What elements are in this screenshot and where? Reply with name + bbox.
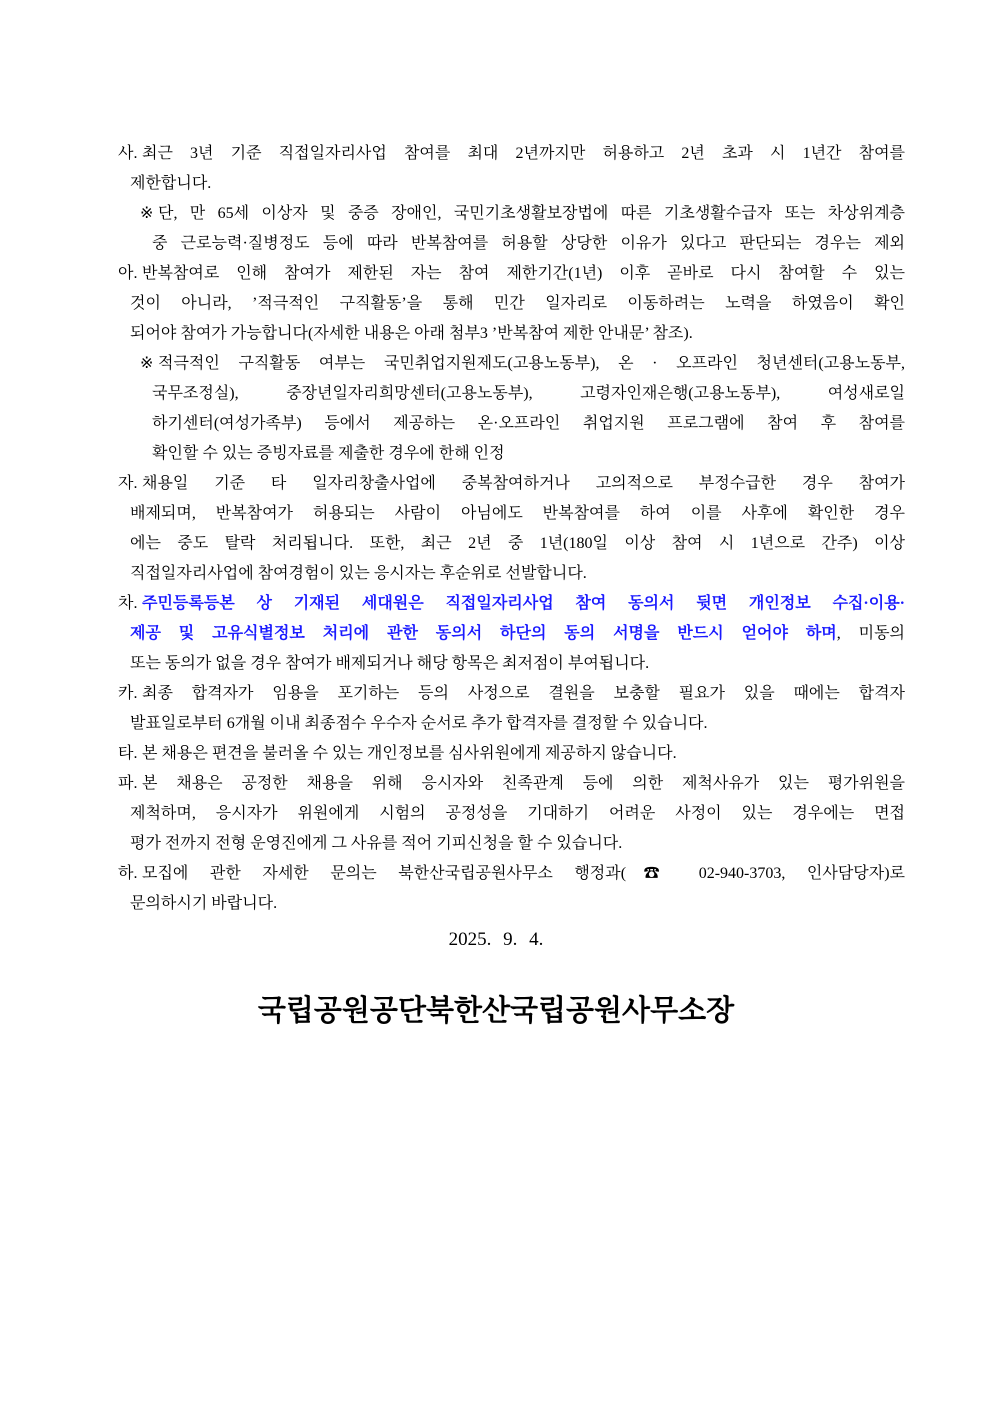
- item-marker: 타.: [118, 745, 138, 762]
- body-text: 적극적인 구직활동 여부는 국민취업지원제도(고용노동부), 온 · 오프라인 청년센터(고용노동부,: [158, 355, 905, 372]
- text-line: [0, 679, 905, 709]
- item-marker: 사.: [118, 145, 138, 162]
- body-text: 반복참여로 인해 참여가 제한된 자는 참여 제한기간(1년) 이후 곧바로 다시 참여할 수 있는: [142, 265, 905, 282]
- emphasized-text: 주민등록등본 상 기재된 세대원은 직접일자리사업 참여 동의서 뒷면 개인정보 수집·이용·: [142, 595, 905, 612]
- body-text: 또는 동의가 없을 경우 참여가 배제되거나 해당 항목은 최저점이 부여됩니다.: [130, 655, 650, 672]
- text-line: [0, 439, 905, 469]
- note-marker: ※: [140, 205, 154, 222]
- text-line: [0, 259, 905, 289]
- body-text: 최종 합격자가 임용을 포기하는 등의 사정으로 결원을 보충할 필요가 있을 때에는 합격자: [142, 685, 905, 702]
- text-line: [0, 769, 905, 799]
- text-line: [0, 229, 905, 259]
- body-text: 제척하며, 응시자가 위원에게 시험의 공정성을 기대하기 어려운 사정이 있는 경우에는 면접: [130, 805, 905, 822]
- text-line: [0, 709, 905, 739]
- body-text: 하기센터(여성가족부) 등에서 제공하는 온·오프라인 취업지원 프로그램에 참여 후 참여를: [152, 415, 905, 432]
- text-line: [0, 739, 905, 769]
- text-line: [0, 319, 905, 349]
- text-line: [0, 289, 905, 319]
- text-line: [0, 589, 905, 619]
- item-marker: 자.: [118, 475, 138, 492]
- text-line: [0, 169, 905, 199]
- body-text: 단, 만 65세 이상자 및 중증 장애인, 국민기초생활보장법에 따른 기초생활수급자 또는 차상위계층: [158, 205, 905, 222]
- body-text: 모집에 관한 자세한 문의는 북한산국립공원사무소 행정과(☎ 02-940-3703, 인사담당자)로: [142, 865, 905, 882]
- text-line: [0, 529, 905, 559]
- text-line: [0, 349, 905, 379]
- body-text: 되어야 참여가 가능합니다(자세한 내용은 아래 첨부3 ’반복참여 제한 안내문’ 참조).: [130, 325, 693, 342]
- text-line: [0, 469, 905, 499]
- body-text: 에는 중도 탈락 처리됩니다. 또한, 최근 2년 중 1년(180일 이상 참여 시 1년으로 간주) 이상: [130, 535, 905, 552]
- text-line: [0, 139, 905, 169]
- text-line: [0, 199, 905, 229]
- text-line: [0, 559, 905, 589]
- item-marker: 파.: [118, 775, 138, 792]
- text-line: [0, 499, 905, 529]
- body-text: 것이 아니라, ’적극적인 구직활동’을 통해 민간 일자리로 이동하려는 노력을 하였음이 확인: [130, 295, 905, 312]
- text-line: [0, 409, 905, 439]
- document-date: 2025. 9. 4.: [448, 929, 544, 950]
- body-text: 직접일자리사업에 참여경험이 있는 응시자는 후순위로 선발합니다.: [130, 565, 587, 582]
- signature-title: 국립공원공단북한산국립공원사무소장: [257, 995, 735, 1027]
- body-text: 발표일로부터 6개월 이내 최종점수 우수자 순서로 추가 합격자를 결정할 수 있습니다.: [130, 715, 708, 732]
- body-text: 본 채용은 공정한 채용을 위해 응시자와 친족관계 등에 의한 제척사유가 있는 평가위원을: [142, 775, 905, 792]
- note-marker: ※: [140, 355, 154, 372]
- body-text: 확인할 수 있는 증빙자료를 제출한 경우에 한해 인정: [152, 445, 505, 462]
- item-marker: 하.: [118, 865, 138, 882]
- body-text: , 미동의: [836, 625, 905, 642]
- text-line: [0, 379, 905, 409]
- body-text: 채용일 기준 타 일자리창출사업에 중복참여하거나 고의적으로 부정수급한 경우 참여가: [142, 475, 905, 492]
- body-text: 최근 3년 기준 직접일자리사업 참여를 최대 2년까지만 허용하고 2년 초과 시 1년간 참여를: [142, 145, 905, 162]
- item-marker: 아.: [118, 265, 138, 282]
- body-text: 제한합니다.: [130, 175, 212, 192]
- text-line: [0, 859, 905, 889]
- item-marker: 카.: [118, 685, 138, 702]
- body-text: 본 채용은 편견을 불러올 수 있는 개인정보를 심사위원에게 제공하지 않습니다.: [142, 745, 677, 762]
- text-line: [0, 799, 905, 829]
- body-text: 평가 전까지 전형 운영진에게 그 사유를 적어 기피신청을 할 수 있습니다.: [130, 835, 623, 852]
- body-text: 중 근로능력·질병정도 등에 따라 반복참여를 허용할 상당한 이유가 있다고 판단되는 경우는 제외: [152, 235, 905, 252]
- item-marker: 차.: [118, 595, 138, 612]
- body-text: 국무조정실), 중장년일자리희망센터(고용노동부), 고령자인재은행(고용노동부), 여성새로일: [152, 385, 905, 402]
- text-line: [0, 889, 905, 919]
- text-line: [0, 649, 905, 679]
- body-text: 문의하시기 바랍니다.: [130, 895, 278, 912]
- body-text: 배제되며, 반복참여가 허용되는 사람이 아님에도 반복참여를 하여 이를 사후에 확인한 경우: [130, 505, 905, 522]
- emphasized-text: 제공 및 고유식별정보 처리에 관한 동의서 하단의 동의 서명을 반드시 얻어야 하며: [130, 625, 837, 642]
- text-line: [0, 619, 905, 649]
- text-line: [0, 829, 905, 859]
